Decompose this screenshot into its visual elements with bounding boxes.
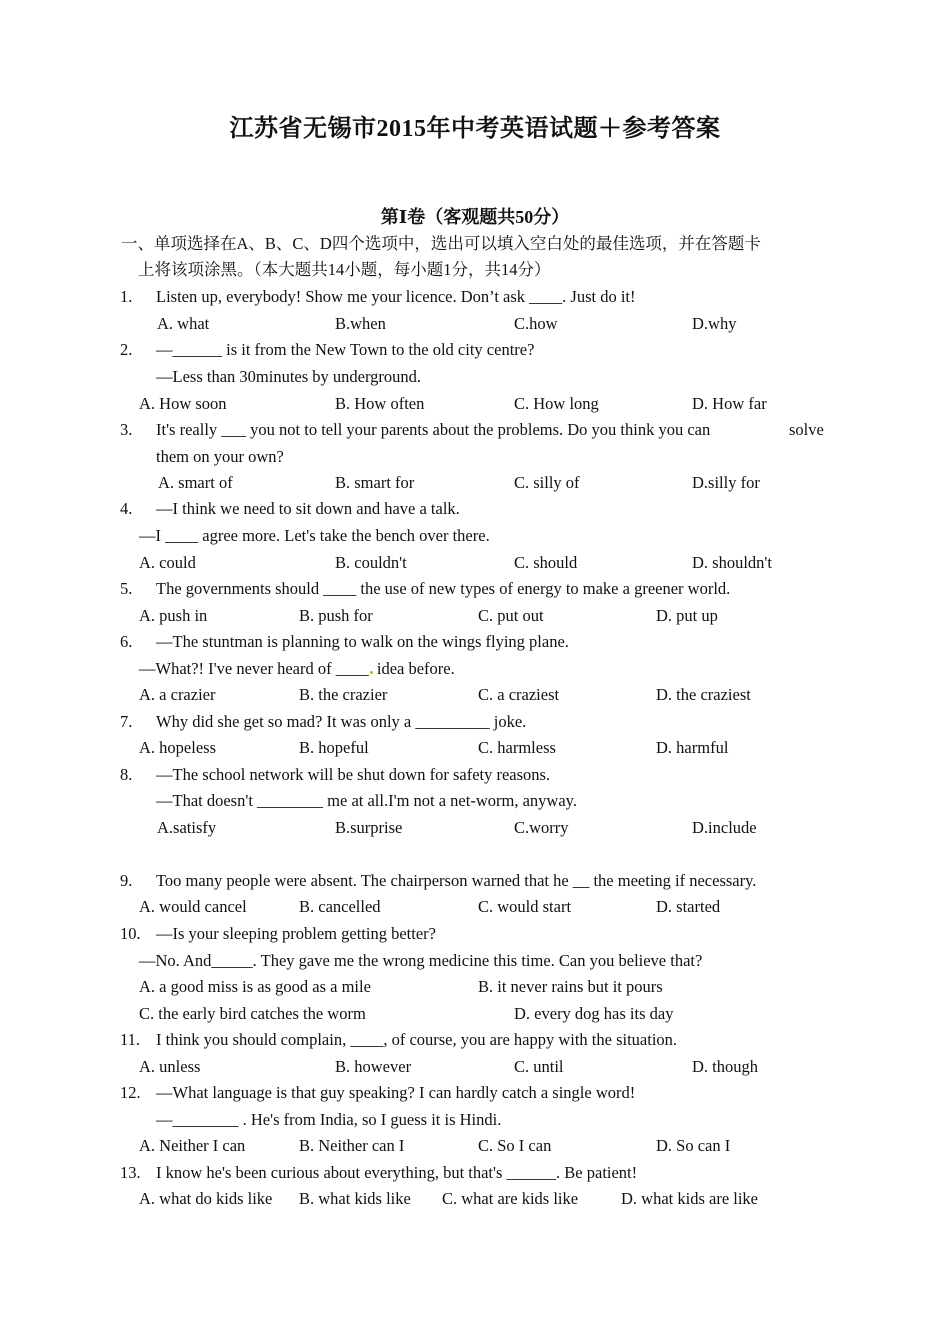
option-d: D. started [656, 897, 721, 916]
option-a: A. Neither I can [139, 1136, 246, 1155]
option-b: B.surprise [335, 818, 403, 837]
option-b: B. push for [299, 606, 373, 625]
option-d: D. what kids are like [621, 1189, 759, 1208]
question-stem-end: solve [789, 420, 824, 439]
option-a: A. a crazier [139, 685, 216, 704]
question-number: 3. [120, 420, 133, 439]
option-c: C. until [514, 1057, 564, 1076]
instructions-line-1: 一、单项选择在A、B、C、D四个选项中，选出可以填入空白处的最佳选项，并在答题卡 [121, 234, 761, 253]
question-number: 9. [120, 871, 133, 890]
option-d: D.why [692, 314, 737, 333]
option-b: B. hopeful [299, 738, 369, 757]
option-b: B. what kids like [299, 1189, 411, 1208]
question-stem: —______ is it from the New Town to the old city centre? [156, 340, 535, 359]
question-stem-line-2: —No. And_____. They gave me the wrong medicine this time. Can you believe that? [139, 951, 703, 970]
option-a: A. what [157, 314, 210, 333]
option-d: D. So can I [656, 1136, 731, 1155]
option-d: D.include [692, 818, 757, 837]
option-a: A. hopeless [139, 738, 216, 757]
page-title: 江苏省无锡市2015年中考英语试题＋参考答案 [229, 116, 721, 142]
question-stem-line-2: —________ . He's from India, so I guess it is Hindi. [156, 1110, 502, 1129]
option-c: C. a craziest [478, 685, 560, 704]
option-a: A.satisfy [157, 818, 217, 837]
option-a: A. a good miss is as good as a mile [139, 977, 371, 996]
option-c: C. silly of [514, 473, 580, 492]
question-stem-line-2: —Less than 30minutes by underground. [156, 367, 422, 386]
option-d: D. put up [656, 606, 718, 625]
option-b: B. however [335, 1057, 412, 1076]
option-c: C.how [514, 314, 558, 333]
stem-text-end: idea before. [376, 659, 455, 678]
question-stem-line-2: —That doesn't ________ me at all.I'm not a net-worm, anyway. [156, 791, 577, 810]
option-b: B. couldn't [335, 553, 407, 572]
question-stem: It's really ___ you not to tell your parents about the problems. Do you think you can [156, 420, 711, 439]
option-c: C. put out [478, 606, 544, 625]
question-number: 10. [120, 924, 141, 943]
option-c: C. should [514, 553, 578, 572]
option-b: B. How often [335, 394, 425, 413]
question-stem: —Is your sleeping problem getting better? [156, 924, 436, 943]
question-number: 13. [120, 1163, 141, 1182]
option-c: C. So I can [478, 1136, 552, 1155]
option-c: C.worry [514, 818, 569, 837]
option-d: D. shouldn't [692, 553, 772, 572]
option-a: A. smart of [158, 473, 233, 492]
option-b: B. it never rains but it pours [478, 977, 663, 996]
question-number: 7. [120, 712, 133, 731]
option-b: B. the crazier [299, 685, 388, 704]
stem-text: —What?! I've never heard of ____ [139, 659, 369, 678]
question-stem: I know he's been curious about everything, but that's ______. Be patient! [156, 1163, 638, 1182]
question-stem: Why did she get so mad? It was only a _________ joke. [156, 712, 527, 731]
question-stem: —The school network will be shut down for safety reasons. [156, 765, 551, 784]
option-b: B. smart for [335, 473, 415, 492]
option-a: A. push in [139, 606, 208, 625]
option-d: D. How far [692, 394, 767, 413]
option-c: C. what are kids like [442, 1189, 579, 1208]
question-stem: —What language is that guy speaking? I can hardly catch a single word! [156, 1083, 636, 1102]
option-a: A. what do kids like [139, 1189, 273, 1208]
option-c: C. harmless [478, 738, 556, 757]
instructions-line-2: 上将该项涂黑。（本大题共14小题，每小题1分，共14分） [138, 260, 551, 279]
question-number: 4. [120, 499, 133, 518]
question-stem: —I think we need to sit down and have a talk. [156, 499, 460, 518]
option-c: C. How long [514, 394, 599, 413]
option-c: C. the early bird catches the worm [139, 1004, 366, 1023]
option-b: B. Neither can I [299, 1136, 405, 1155]
question-stem: Too many people were absent. The chairperson warned that he __ the meeting if necessary. [156, 871, 757, 890]
question-stem: Listen up, everybody! Show me your licence. Don’t ask ____. Just do it! [156, 287, 636, 306]
question-stem: —The stuntman is planning to walk on the wings flying plane. [156, 632, 569, 651]
option-a: A. could [139, 553, 196, 572]
option-b: B.when [335, 314, 386, 333]
option-b: B. cancelled [299, 897, 381, 916]
option-d: D.silly for [692, 473, 760, 492]
question-number: 2. [120, 340, 133, 359]
option-a: A. would cancel [139, 897, 247, 916]
highlight-dot [370, 671, 373, 674]
question-number: 6. [120, 632, 133, 651]
section-heading: 第Ⅰ卷（客观题共50分） [380, 207, 570, 227]
option-d: D. the craziest [656, 685, 751, 704]
option-a: A. unless [139, 1057, 201, 1076]
question-number: 8. [120, 765, 133, 784]
question-stem-line-2: them on your own? [156, 447, 284, 466]
option-d: D. every dog has its day [514, 1004, 674, 1023]
question-number: 1. [120, 287, 133, 306]
question-number: 5. [120, 579, 133, 598]
question-number: 12. [120, 1083, 141, 1102]
option-a: A. How soon [139, 394, 227, 413]
question-number: 11. [120, 1030, 141, 1049]
option-d: D. though [692, 1057, 758, 1076]
question-stem: I think you should complain, ____, of course, you are happy with the situation. [156, 1030, 678, 1049]
option-c: C. would start [478, 897, 572, 916]
question-stem-line-2 [139, 658, 455, 680]
option-d: D. harmful [656, 738, 729, 757]
question-stem-line-2: —I ____ agree more. Let's take the bench over there. [139, 526, 490, 545]
question-stem: The governments should ____ the use of new types of energy to make a greener world. [156, 579, 731, 598]
